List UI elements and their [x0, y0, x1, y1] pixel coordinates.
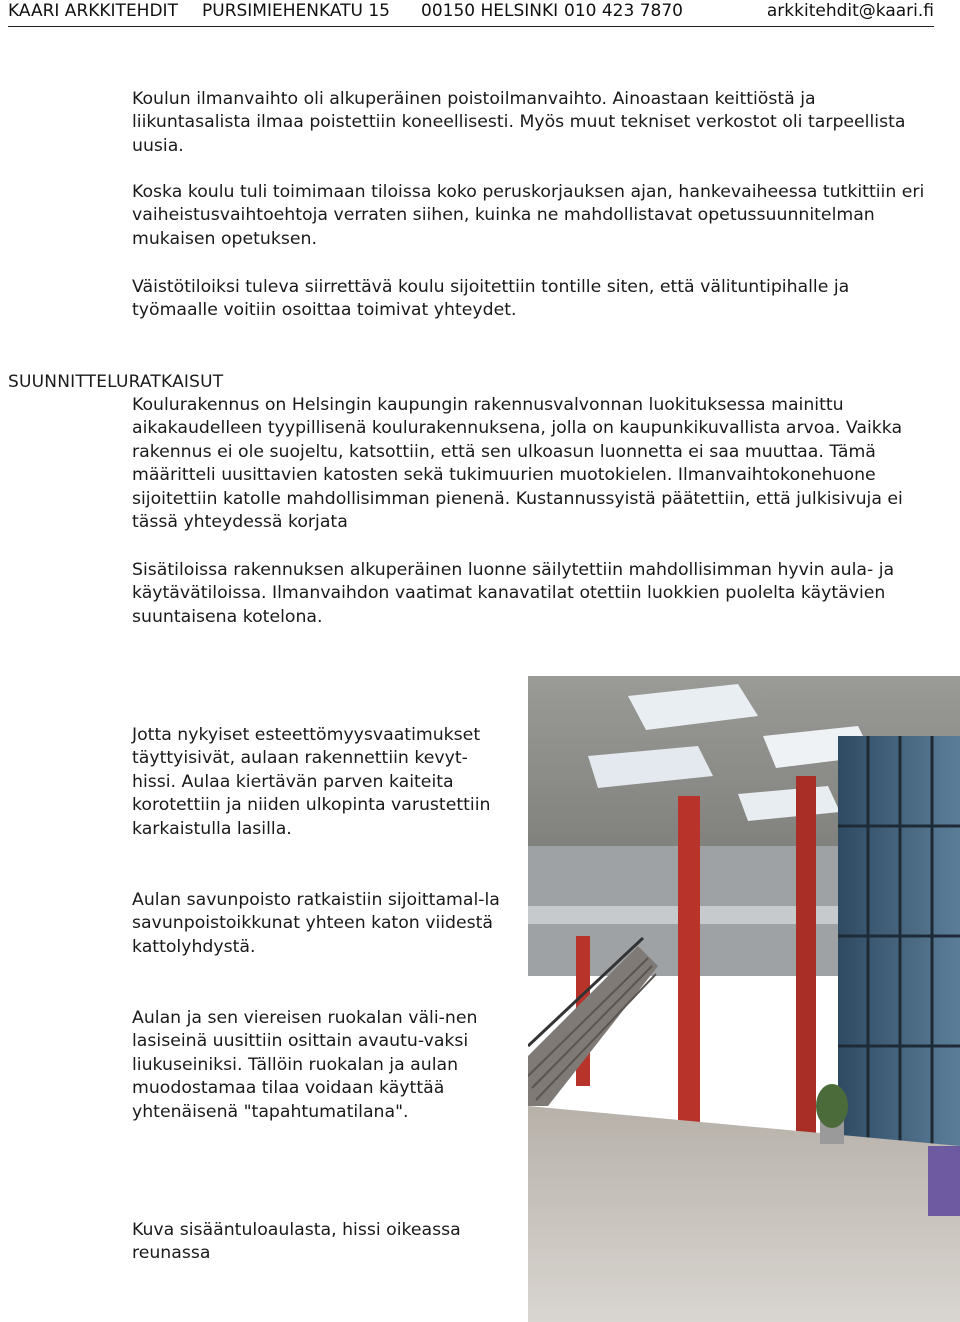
design-paragraph-exterior: Koulurakennus on Helsingin kaupungin rakennusvalvonnan luokituksessa mainittu aikakaudelleen tyypillisenä koulurakennuksena, jolla on kaupunkikuvallista arvoa. Vaikka rakennus ei ole suojeltu, katsottiin, että sen ulkoasun luonnetta ei saa muuttaa. Tämä määritteli uusittavien katosten sekä tukimuurien muotokielen. Ilmanvaihtokonehuone sijoitettiin katolle mahdollisimman pienenä. Kustannussyistä päätettiin, että julkisivuja ei tässä yhteydessä korjata [132, 395, 903, 533]
intro-paragraph-phasing: Koska koulu tuli toimimaan tiloissa koko peruskorjauksen ajan, hankevaiheessa tutkittiin eri vaiheistusvaihtoehtoja verraten siihen, kuinka ne mahdollistavat opetussuunnitelman mukaisen opetuksen. [132, 182, 925, 249]
section-heading: SUUNNITTELURATKAISUT [8, 372, 224, 392]
lobby-photo-illustration [528, 676, 960, 1322]
street-address: PURSIMIEHENKATU 15 [202, 1, 390, 21]
design-paragraph-interior: Sisätiloissa rakennuksen alkuperäinen luonne säilytettiin mahdollisimman hyvin aula- ja käytävätiloissa. Ilmanvaihdon vaatimat kanavatilat otettiin luokkien puolelta käytävien suuntaisena kotelona. [132, 560, 895, 627]
letterhead [8, 0, 934, 27]
city-postcode: 00150 HELSINKI [421, 1, 559, 21]
phone-number: 010 423 7870 [564, 1, 683, 21]
side-paragraph-glass-wall: Aulan ja sen viereisen ruokalan väli-nen lasiseinä uusittiin osittain avautu-vaksi liukuseiniksi. Tällöin ruokalan ja aulan muodostamaa tilaa voidaan käyttää yhtenäisenä "tapahtumatilana". [132, 1008, 478, 1122]
lobby-photo [528, 676, 960, 1322]
intro-paragraph-ventilation: Koulun ilmanvaihto oli alkuperäinen poistoilmanvaihto. Ainoastaan keittiöstä ja liikuntasalista ilmaa poistettiin koneellisesti. Myös muut tekniset verkostot oli tarpeellista uusia. [132, 89, 906, 156]
side-paragraph-smoke-extraction: Aulan savunpoisto ratkaistiin sijoittamal-la savunpoistoikkunat yhteen katon viidestä kattolyhdystä. [132, 890, 500, 957]
email-link[interactable]: arkkitehdit@kaari.fi [766, 1, 934, 21]
photo-caption: Kuva sisääntuloaulasta, hissi oikeassa reunassa [132, 1220, 461, 1264]
company-name: KAARI ARKKITEHDIT [8, 1, 178, 21]
side-paragraph-accessibility: Jotta nykyiset esteettömyysvaatimukset täyttyisivät, aulaan rakennettiin kevyt-hissi. Aulaa kiertävän parven kaiteita korotettiin ja niiden ulkopinta varustettiin karkaistulla lasilla. [132, 725, 491, 839]
intro-paragraph-temporary-school: Väistötiloiksi tuleva siirrettävä koulu sijoitettiin tontille siten, että välituntipihalle ja työmaalle voitiin osoittaa toimivat yhteydet. [132, 277, 850, 321]
